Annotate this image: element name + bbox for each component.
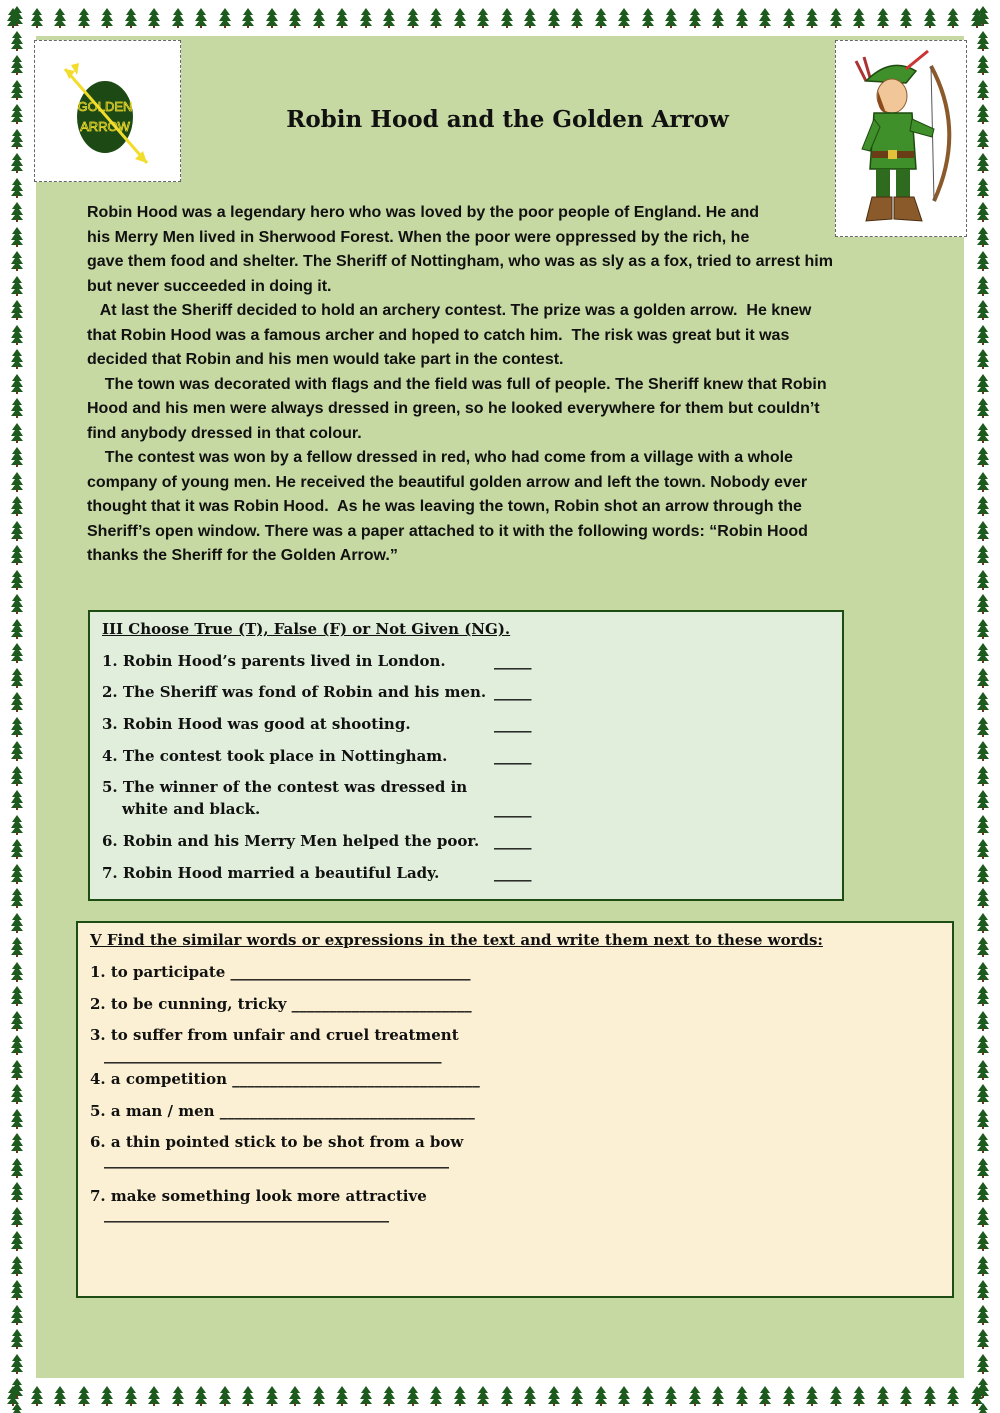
tree-icon (641, 8, 655, 33)
tree-icon (664, 8, 678, 33)
true-false-item: 4. The contest took place in Nottingham. (102, 747, 448, 765)
tree-icon (976, 839, 990, 864)
tree-icon (617, 8, 631, 33)
tree-icon (100, 8, 114, 33)
golden-arrow-logo (34, 40, 181, 182)
answer-blank[interactable]: _____ (494, 652, 532, 670)
tree-icon (10, 276, 24, 301)
logo-text-top: GOLDEN (77, 99, 133, 114)
tree-icon (976, 643, 990, 668)
tree-icon (10, 1305, 24, 1330)
story-line: that Robin Hood was a famous archer and hoped to catch him. The risk was great but it was (87, 326, 790, 344)
story-line: Hood and his men were always dressed in green, so he looked everywhere for them but couldn’t (87, 400, 820, 417)
story-line: find anybody dressed in that colour. (87, 424, 362, 442)
tree-icon (976, 1403, 990, 1413)
tree-icon (500, 8, 514, 33)
tree-icon (711, 8, 725, 33)
tree-icon (10, 1060, 24, 1085)
tree-icon (335, 1386, 349, 1411)
tree-icon (77, 8, 91, 33)
tree-icon (100, 1386, 114, 1411)
tree-icon (688, 1386, 702, 1411)
tree-icon (976, 1256, 990, 1281)
tree-icon (976, 937, 990, 962)
true-false-item: 3. Robin Hood was good at shooting. (102, 715, 411, 733)
tree-icon (735, 1386, 749, 1411)
tree-icon (976, 31, 990, 56)
tree-icon (976, 227, 990, 252)
tree-icon (976, 1329, 990, 1354)
similar-words-item[interactable]: 5. a man / men __________________________________ (90, 1102, 475, 1120)
tree-icon (570, 1386, 584, 1411)
true-false-item: 1. Robin Hood’s parents lived in London. (102, 652, 446, 670)
similar-words-item[interactable]: 2. to be cunning, tricky ________________________ (90, 995, 472, 1013)
tree-icon (500, 1386, 514, 1411)
story-line: At last the Sheriff decided to hold an archery contest. The prize was a golden arrow. He knew (87, 302, 812, 319)
tree-icon (10, 839, 24, 864)
tree-icon (976, 129, 990, 154)
tree-icon (10, 1182, 24, 1207)
page-title: Robin Hood and the Golden Arrow (286, 106, 729, 133)
story-text (87, 201, 917, 569)
tree-icon (171, 8, 185, 33)
tree-border-bottom (0, 1378, 1000, 1413)
tree-icon (10, 423, 24, 448)
tree-icon (976, 349, 990, 374)
true-false-item: 7. Robin Hood married a beautiful Lady. (102, 864, 440, 882)
tree-icon (976, 668, 990, 693)
tree-icon (10, 986, 24, 1011)
tree-icon (829, 1386, 843, 1411)
tree-icon (899, 8, 913, 33)
tree-icon (976, 55, 990, 80)
tree-icon (10, 1133, 24, 1158)
tree-icon (10, 31, 24, 56)
tree-icon (876, 8, 890, 33)
tree-icon (218, 8, 232, 33)
tree-icon (711, 1386, 725, 1411)
similar-words-heading: V Find the similar words or expressions in the text and write them next to these words: (90, 931, 823, 949)
tree-icon (976, 570, 990, 595)
tree-icon (976, 374, 990, 399)
tree-icon (10, 790, 24, 815)
true-false-item: 2. The Sheriff was fond of Robin and his men. (102, 683, 487, 701)
tree-icon (10, 545, 24, 570)
tree-icon (976, 1378, 990, 1403)
tree-icon (147, 1386, 161, 1411)
tree-icon (10, 374, 24, 399)
story-line: his Merry Men lived in Sherwood Forest. When the poor were oppressed by the rich, he (87, 228, 750, 246)
true-false-heading: III Choose True (T), False (F) or Not Given (NG). (102, 620, 511, 638)
tree-icon (10, 349, 24, 374)
tree-icon (10, 1084, 24, 1109)
tree-icon (10, 668, 24, 693)
tree-icon (10, 1011, 24, 1036)
tree-icon (10, 1207, 24, 1232)
tree-icon (976, 545, 990, 570)
tree-icon (976, 1060, 990, 1085)
tree-icon (976, 815, 990, 840)
tree-icon (10, 937, 24, 962)
true-false-item: 6. Robin and his Merry Men helped the poor. (102, 832, 480, 850)
tree-icon (10, 227, 24, 252)
tree-icon (10, 888, 24, 913)
similar-words-item[interactable]: 7. make something look more attractive (90, 1187, 427, 1205)
tree-icon (406, 8, 420, 33)
tree-icon (976, 80, 990, 105)
tree-icon (976, 913, 990, 938)
tree-icon (10, 1109, 24, 1134)
tree-icon (406, 1386, 420, 1411)
tree-icon (976, 472, 990, 497)
tree-icon (10, 202, 24, 227)
tree-icon (805, 1386, 819, 1411)
tree-icon (829, 8, 843, 33)
tree-border-top (0, 0, 1000, 34)
tree-icon (10, 815, 24, 840)
tree-icon (523, 1386, 537, 1411)
similar-words-item[interactable]: 4. a competition _________________________________ (90, 1070, 480, 1088)
tree-icon (382, 1386, 396, 1411)
story-line: company of young men. He received the beautiful golden arrow and left the town. Nobody ever (87, 473, 808, 491)
answer-blank[interactable]: _____ (494, 800, 532, 818)
tree-icon (976, 1182, 990, 1207)
tree-icon (453, 1386, 467, 1411)
tree-icon (10, 6, 24, 31)
tree-icon (547, 8, 561, 33)
tree-icon (382, 8, 396, 33)
story-line: Robin Hood was a legendary hero who was loved by the poor people of England. He and (87, 204, 760, 221)
tree-icon (946, 1386, 960, 1411)
tree-icon (10, 1280, 24, 1305)
tree-icon (664, 1386, 678, 1411)
tree-icon (10, 864, 24, 889)
tree-icon (10, 1035, 24, 1060)
tree-icon (10, 153, 24, 178)
tree-icon (10, 1158, 24, 1183)
tree-icon (976, 1231, 990, 1256)
tree-icon (10, 1231, 24, 1256)
tree-icon (10, 496, 24, 521)
tree-icon (923, 8, 937, 33)
tree-icon (923, 1386, 937, 1411)
tree-icon (758, 1386, 772, 1411)
tree-icon (10, 325, 24, 350)
answer-blank[interactable]: _____ (494, 832, 532, 850)
tree-icon (976, 888, 990, 913)
answer-blank[interactable]: _____ (494, 747, 532, 765)
tree-icon (194, 1386, 208, 1411)
tree-icon (312, 8, 326, 33)
tree-icon (10, 1256, 24, 1281)
tree-icon (77, 1386, 91, 1411)
tree-icon (976, 496, 990, 521)
tree-icon (194, 8, 208, 33)
tree-icon (10, 594, 24, 619)
tree-icon (10, 766, 24, 791)
tree-icon (10, 619, 24, 644)
tree-icon (312, 1386, 326, 1411)
tree-icon (594, 8, 608, 33)
tree-icon (899, 1386, 913, 1411)
tree-icon (976, 594, 990, 619)
tree-icon (10, 521, 24, 546)
tree-icon (976, 986, 990, 1011)
tree-icon (976, 1084, 990, 1109)
tree-icon (976, 521, 990, 546)
similar-words-answer-line[interactable]: ______________________________________ (104, 1205, 389, 1223)
tree-icon (570, 8, 584, 33)
tree-icon (10, 1354, 24, 1379)
similar-words-item[interactable]: 6. a thin pointed stick to be shot from a bow (90, 1133, 464, 1151)
tree-icon (617, 1386, 631, 1411)
tree-icon (10, 300, 24, 325)
story-line: gave them food and shelter. The Sheriff of Nottingham, who was as sly as a fox, tried to arrest him (87, 253, 833, 270)
tree-icon (976, 153, 990, 178)
similar-words-answer-line[interactable]: _____________________________________________ (104, 1046, 442, 1064)
tree-icon (641, 1386, 655, 1411)
tree-icon (523, 8, 537, 33)
tree-icon (335, 8, 349, 33)
tree-icon (265, 1386, 279, 1411)
tree-icon (265, 8, 279, 33)
tree-icon (359, 1386, 373, 1411)
answer-blank[interactable]: _____ (494, 683, 532, 701)
story-line: thanks the Sheriff for the Golden Arrow.” (87, 547, 398, 564)
tree-icon (805, 8, 819, 33)
tree-icon (758, 8, 772, 33)
tree-icon (976, 1133, 990, 1158)
tree-icon (976, 447, 990, 472)
tree-icon (10, 1378, 24, 1403)
tree-icon (976, 300, 990, 325)
tree-icon (10, 398, 24, 423)
tree-icon (10, 55, 24, 80)
tree-icon (429, 8, 443, 33)
tree-icon (453, 8, 467, 33)
tree-icon (10, 913, 24, 938)
tree-icon (976, 864, 990, 889)
similar-words-item[interactable]: 1. to participate ________________________________ (90, 963, 471, 981)
tree-icon (147, 8, 161, 33)
tree-icon (171, 1386, 185, 1411)
story-line: decided that Robin and his men would take part in the contest. (87, 351, 564, 368)
tree-icon (976, 251, 990, 276)
golden-arrow-logo-icon (35, 41, 180, 181)
tree-icon (976, 178, 990, 203)
tree-icon (976, 741, 990, 766)
tree-icon (976, 962, 990, 987)
tree-icon (852, 8, 866, 33)
tree-icon (359, 8, 373, 33)
answer-blank[interactable]: _____ (494, 715, 532, 733)
tree-icon (976, 790, 990, 815)
tree-icon (10, 1403, 24, 1413)
tree-icon (10, 692, 24, 717)
tree-border-left (0, 0, 34, 1413)
answer-blank[interactable]: _____ (494, 864, 532, 882)
tree-icon (976, 1280, 990, 1305)
tree-icon (976, 398, 990, 423)
tree-icon (10, 447, 24, 472)
tree-icon (10, 962, 24, 987)
tree-icon (976, 1109, 990, 1134)
story-line: Sheriff’s open window. There was a paper attached to it with the following words: “Robin Hood (87, 522, 808, 540)
tree-icon (124, 1386, 138, 1411)
tree-icon (976, 1011, 990, 1036)
tree-icon (10, 643, 24, 668)
tree-icon (241, 8, 255, 33)
tree-icon (976, 1158, 990, 1183)
tree-icon (876, 1386, 890, 1411)
tree-border-right (966, 0, 1000, 1413)
tree-icon (124, 8, 138, 33)
tree-icon (53, 8, 67, 33)
tree-icon (288, 8, 302, 33)
tree-icon (10, 472, 24, 497)
tree-icon (10, 104, 24, 129)
tree-icon (976, 104, 990, 129)
tree-icon (688, 8, 702, 33)
tree-icon (594, 1386, 608, 1411)
similar-words-item[interactable]: 3. to suffer from unfair and cruel treatment (90, 1026, 459, 1044)
tree-icon (976, 619, 990, 644)
tree-icon (976, 1354, 990, 1379)
tree-icon (735, 8, 749, 33)
tree-icon (782, 8, 796, 33)
tree-icon (976, 202, 990, 227)
tree-icon (976, 325, 990, 350)
tree-icon (946, 8, 960, 33)
tree-icon (976, 423, 990, 448)
tree-icon (218, 1386, 232, 1411)
tree-icon (10, 1329, 24, 1354)
story-line: thought that it was Robin Hood. As he was leaving the town, Robin shot an arrow through the (87, 498, 802, 515)
tree-icon (547, 1386, 561, 1411)
tree-icon (241, 1386, 255, 1411)
tree-icon (852, 1386, 866, 1411)
tree-icon (10, 717, 24, 742)
tree-icon (976, 692, 990, 717)
tree-icon (976, 1207, 990, 1232)
tree-icon (10, 178, 24, 203)
story-line: The town was decorated with flags and the field was full of people. The Sheriff knew that Robin (87, 375, 827, 393)
tree-icon (429, 1386, 443, 1411)
tree-icon (10, 129, 24, 154)
tree-icon (476, 8, 490, 33)
tree-icon (10, 251, 24, 276)
tree-icon (10, 570, 24, 595)
tree-icon (288, 1386, 302, 1411)
tree-icon (976, 1035, 990, 1060)
logo-text-bottom: ARROW (80, 119, 130, 134)
similar-words-answer-line[interactable]: ______________________________________________ (104, 1151, 449, 1169)
tree-icon (976, 717, 990, 742)
story-line: but never succeeded in doing it. (87, 277, 332, 295)
tree-icon (976, 276, 990, 301)
tree-icon (976, 1305, 990, 1330)
tree-icon (976, 6, 990, 31)
story-line: The contest was won by a fellow dressed in red, who had come from a village with a whole (87, 449, 793, 466)
tree-icon (782, 1386, 796, 1411)
tree-icon (476, 1386, 490, 1411)
tree-icon (53, 1386, 67, 1411)
tree-icon (10, 80, 24, 105)
tree-icon (976, 766, 990, 791)
true-false-item-continued: white and black. (122, 800, 261, 818)
tree-icon (10, 741, 24, 766)
true-false-item: 5. The winner of the contest was dressed in (102, 778, 468, 796)
